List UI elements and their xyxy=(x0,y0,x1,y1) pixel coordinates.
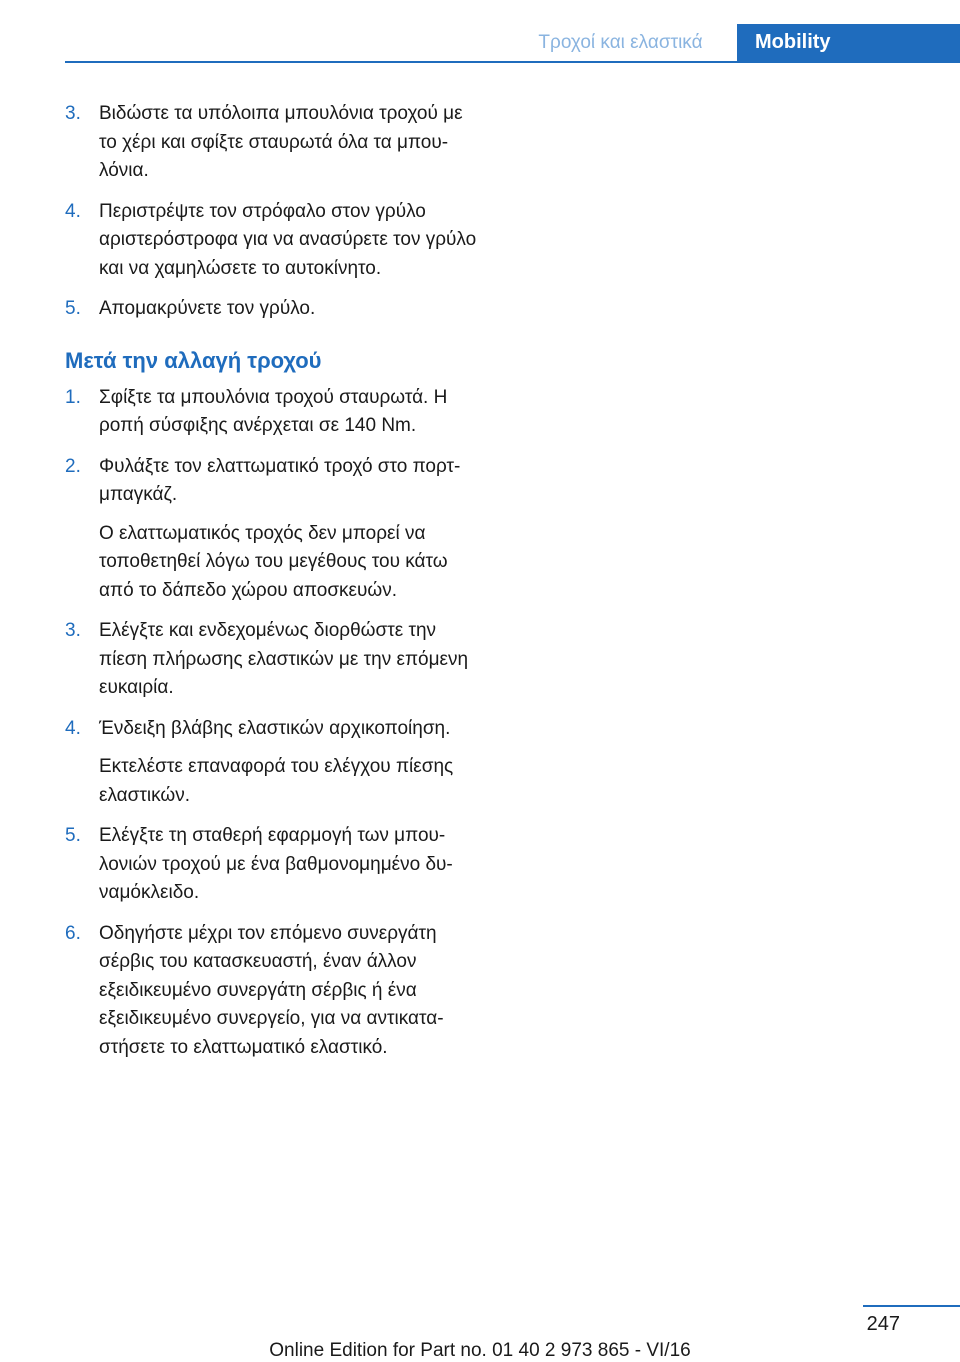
step-text: Βιδώστε τα υπόλοιπα μπουλόνια τροχού με το χέρι και σφίξτε σταυρωτά όλα τα μπου‐λόνια. xyxy=(99,103,463,181)
step-text: Ένδειξη βλάβης ελαστικών αρχικοποίηση. xyxy=(99,717,451,739)
list-item xyxy=(65,715,485,811)
step-number: 5. xyxy=(65,298,81,319)
step-number: 2. xyxy=(65,455,81,477)
step-text: Απομακρύνετε τον γρύλο. xyxy=(99,298,316,319)
step-note: Εκτελέστε επαναφορά του ελέγχου πίεσης ελαστικών. xyxy=(99,756,454,806)
section-heading: Μετά την αλλαγή τροχού xyxy=(65,347,322,373)
step-text: Οδηγήστε μέχρι τον επόμενο συνεργάτη σέρβις του κατασκευαστή, έναν άλλον εξειδικευμένο συνεργάτη σέρβις ή ένα εξειδικευμένο συνεργείο, για να αντικατα‐στήσετε το ελαττωματικό ελαστικό. xyxy=(99,922,444,1058)
steps-list-removal xyxy=(65,100,485,324)
step-number: 4. xyxy=(65,717,81,739)
list-item xyxy=(65,920,485,1063)
header-chapter-tab: Mobility xyxy=(737,24,960,61)
list-item xyxy=(65,453,485,606)
step-number: 5. xyxy=(65,825,81,846)
list-item xyxy=(65,295,485,324)
list-item xyxy=(65,384,485,441)
main-content xyxy=(65,100,485,1074)
step-number: 3. xyxy=(65,103,81,124)
list-item xyxy=(65,100,485,186)
step-text: Ελέγξτε και ενδεχομένως διορθώστε την πίεση πλήρωσης ελαστικών με την επόμενη ευκαιρία. xyxy=(99,620,469,698)
step-number: 3. xyxy=(65,620,81,641)
list-item xyxy=(65,617,485,703)
step-note: Ο ελαττωματικός τροχός δεν μπορεί να τοποθετηθεί λόγω του μεγέθους του κάτω από το δάπεδο χώρου αποσκευών. xyxy=(99,522,448,601)
footer-edition-text: Online Edition for Part no. 01 40 2 973 865 - VI/16 xyxy=(269,1340,691,1361)
step-number: 1. xyxy=(65,386,81,408)
list-item xyxy=(65,822,485,908)
footer-rule xyxy=(863,1305,960,1307)
step-text: Φυλάξτε τον ελαττωματικό τροχό στο πορτ-μπαγκάζ. xyxy=(99,455,461,505)
step-text: Περιστρέψτε τον στρόφαλο στον γρύλο αριστερόστροφα για να ανασύρετε τον γρύλο και να χαμηλώσετε το αυτοκίνητο. xyxy=(99,200,477,279)
list-item xyxy=(65,198,485,284)
step-number: 4. xyxy=(65,200,81,222)
header-section-title: Τροχοί και ελαστικά xyxy=(538,32,703,53)
step-text: Ελέγξτε τη σταθερή εφαρμογή των μπου‐λονιών τροχού με ένα βαθμονομημένο δυ‐ναμόκλειδο. xyxy=(99,825,453,903)
steps-list-after-change xyxy=(65,384,485,1063)
step-text: Σφίξτε τα μπουλόνια τροχού σταυρωτά. Η ροπή σύσφιξης ανέρχεται σε 140 Nm. xyxy=(99,386,448,436)
page-number: 247 xyxy=(866,1313,900,1335)
step-number: 6. xyxy=(65,922,81,944)
header-rule xyxy=(65,61,960,63)
